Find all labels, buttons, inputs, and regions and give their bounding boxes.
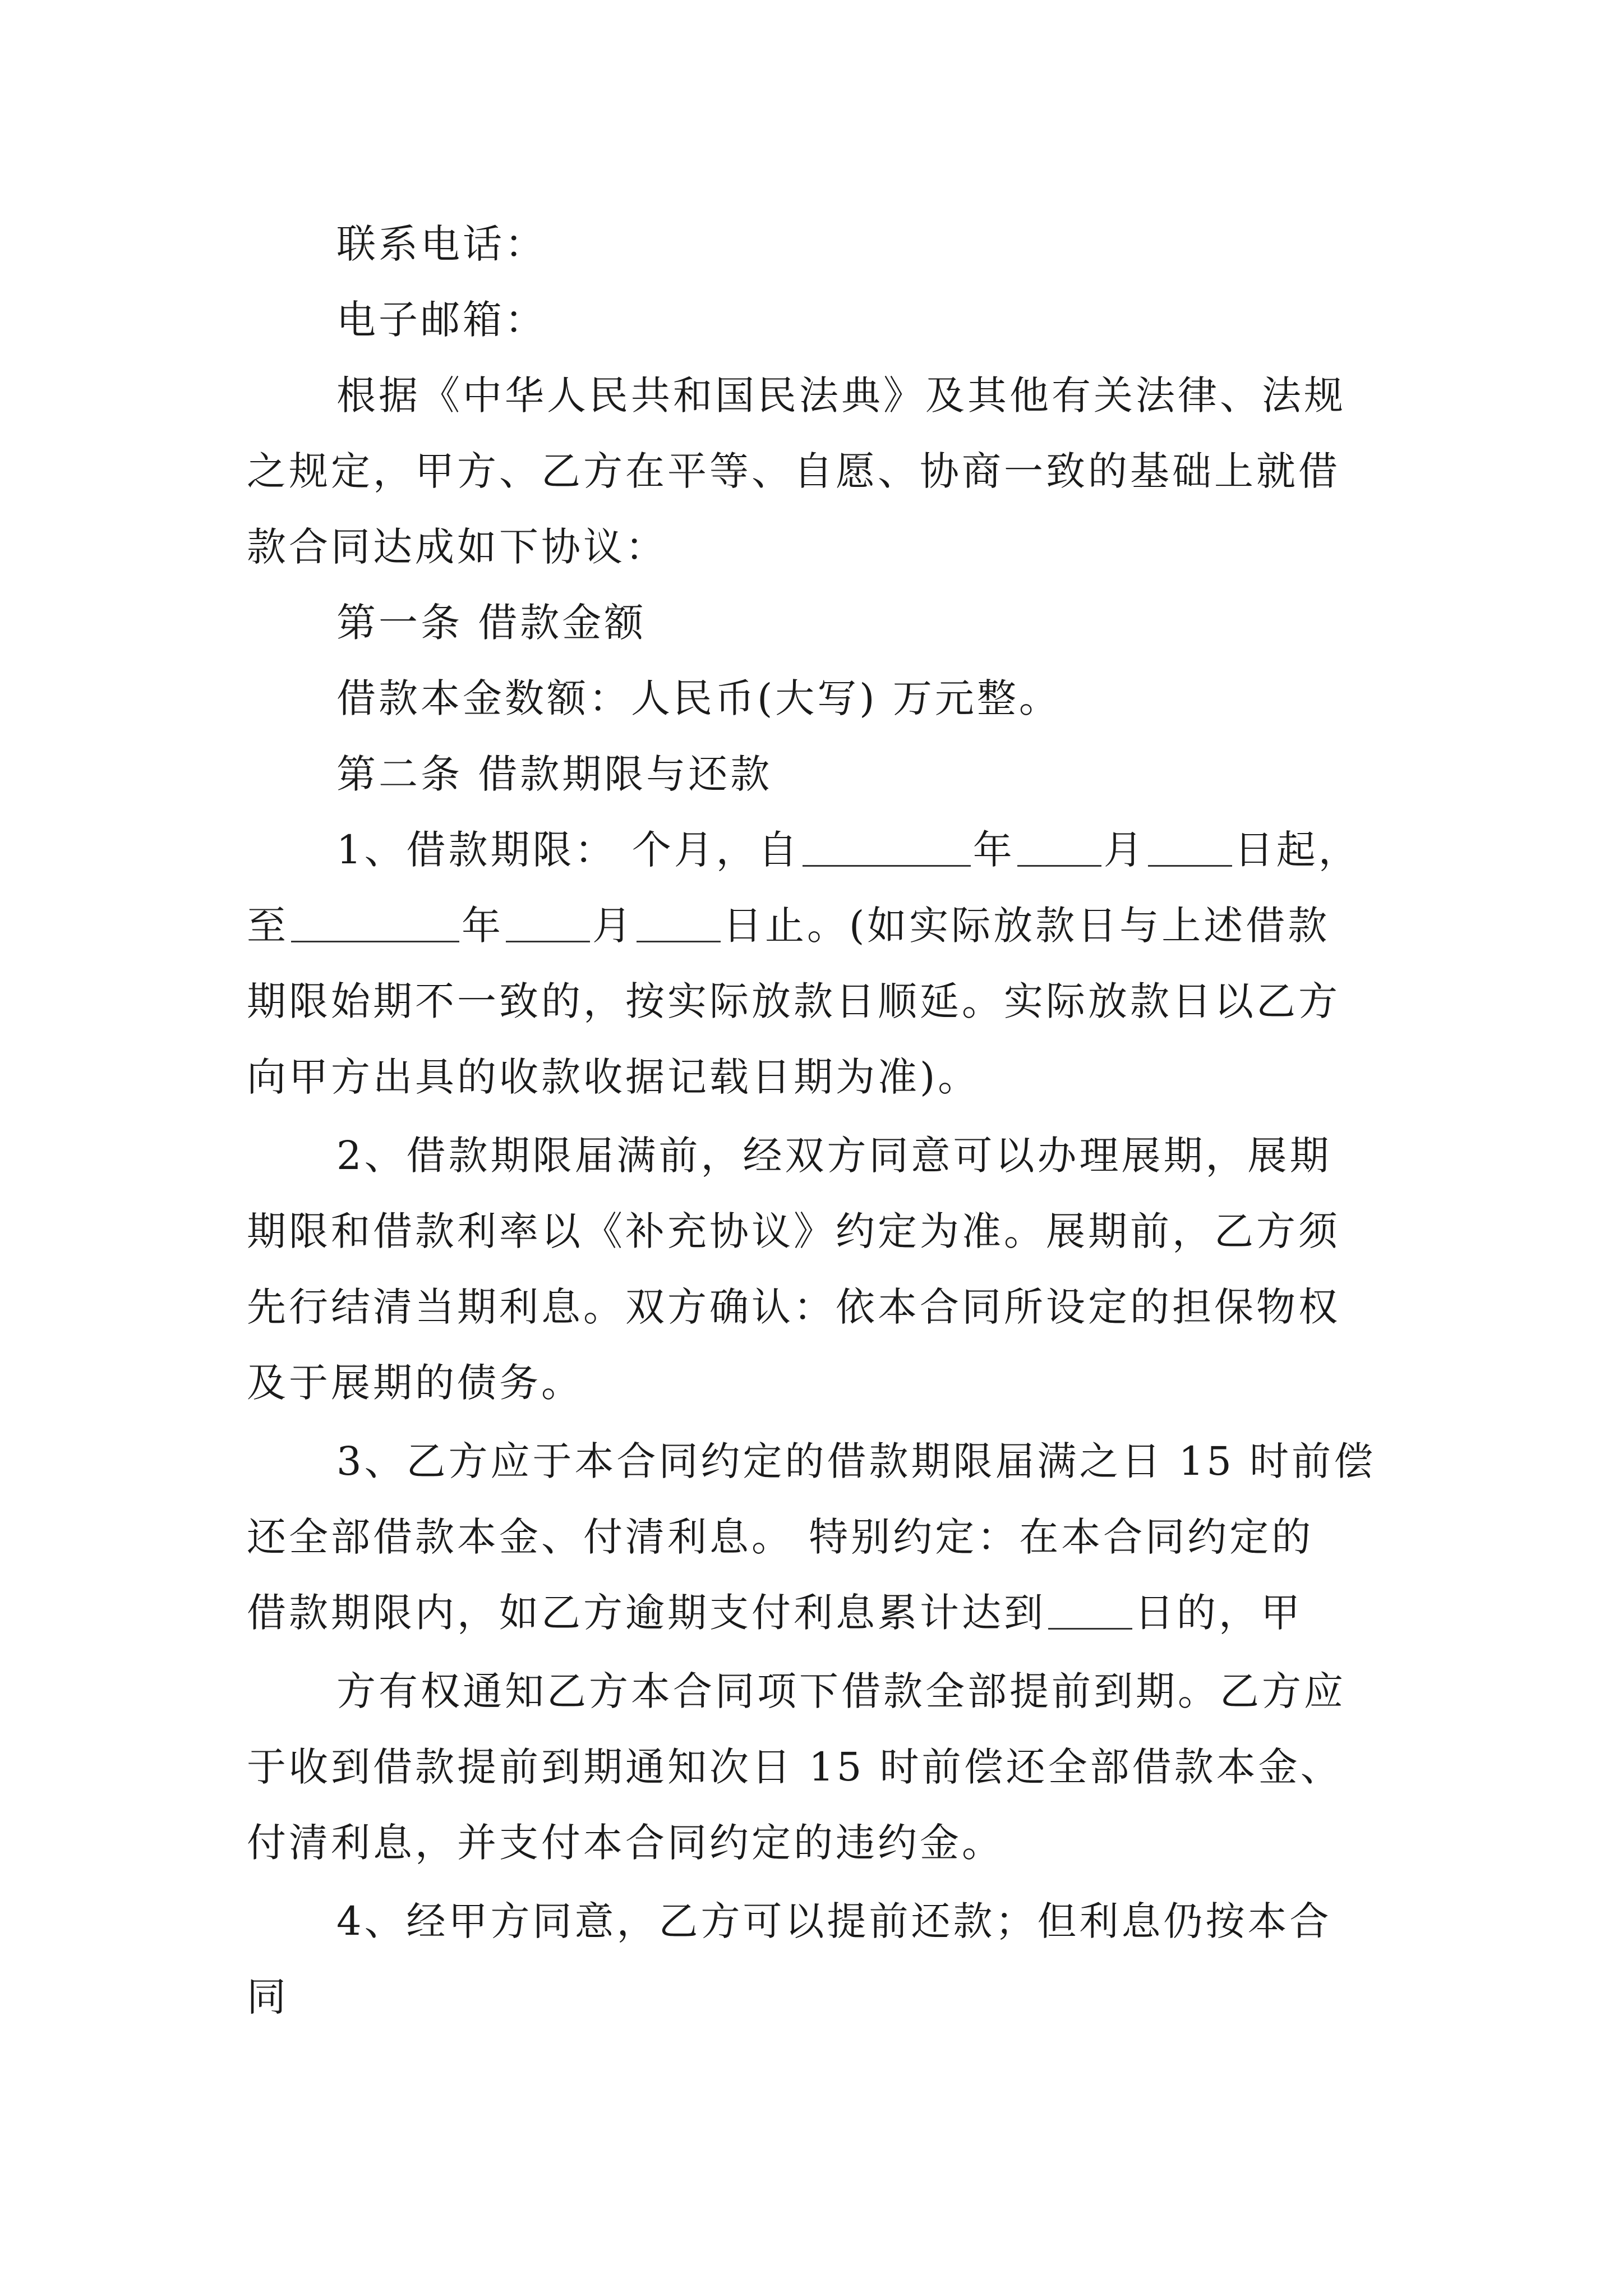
clause1-text: 月 <box>592 903 634 949</box>
preamble-line-1: 根据《中华人民共和国民法典》及其他有关法律、法规 <box>336 372 1346 418</box>
clause2-line-4: 及于展期的债务。 <box>247 1360 583 1406</box>
clause4-line-2: 同 <box>247 1974 289 2020</box>
clause1-line-2 <box>247 898 1396 954</box>
clause1-text: 至 <box>247 903 289 949</box>
blank-year <box>803 831 971 867</box>
article1-title: 第一条 借款金额 <box>336 600 647 646</box>
blank-days <box>1048 1594 1132 1630</box>
article2-title: 第二条 借款期限与还款 <box>336 751 773 797</box>
clause3-text: 借款期限内，如乙方逾期支付利息累计达到 <box>247 1590 1046 1636</box>
clause1-text: 月 <box>1103 827 1146 873</box>
clause3-line-3 <box>247 1585 1396 1641</box>
blank-month <box>506 907 590 942</box>
blank-day <box>637 907 721 942</box>
clause3-text: 日的，甲 <box>1135 1590 1303 1636</box>
blank-day <box>1148 831 1232 867</box>
contact-phone-label: 联系电话： <box>336 221 547 267</box>
clause2-line-3: 先行结清当期利息。双方确认：依本合同所设定的担保物权 <box>247 1284 1340 1330</box>
clause3-line-4: 方有权通知乙方本合同项下借款全部提前到期。乙方应 <box>336 1668 1346 1714</box>
clause3-line-2: 还全部借款本金、付清利息。 特别约定：在本合同约定的 <box>247 1514 1314 1560</box>
preamble-line-2: 之规定，甲方、乙方在平等、自愿、协商一致的基础上就借 <box>247 448 1340 494</box>
clause4-line-1: 4、经甲方同意，乙方可以提前还款；但利息仍按本合 <box>336 1898 1332 1944</box>
clause1-line-3: 期限始期不一致的，按实际放款日顺延。实际放款日以乙方 <box>247 978 1340 1024</box>
clause3-line-6: 付清利息，并支付本合同约定的违约金。 <box>247 1820 1004 1866</box>
clause1-text: 日起， <box>1234 827 1361 873</box>
clause1-line-1 <box>336 822 1486 878</box>
blank-year <box>291 907 459 942</box>
clause1-text: 日止。(如实际放款日与上述借款 <box>723 903 1330 949</box>
preamble-line-3: 款合同达成如下协议： <box>247 524 667 570</box>
article1-amount: 借款本金数额：人民币(大写) 万元整。 <box>336 675 1061 721</box>
clause1-text: 年 <box>462 903 504 949</box>
clause3-line-5: 于收到借款提前到期通知次日 15 时前偿还全部借款本金、 <box>247 1744 1343 1790</box>
clause2-line-2: 期限和借款利率以《补充协议》约定为准。展期前，乙方须 <box>247 1208 1340 1254</box>
blank-month <box>1017 831 1101 867</box>
clause1-text: 1、借款期限： 个月，自 <box>336 827 800 873</box>
email-label: 电子邮箱： <box>336 297 547 343</box>
clause1-line-4: 向甲方出具的收款收据记载日期为准)。 <box>247 1054 980 1100</box>
clause2-line-1: 2、借款期限届满前，经双方同意可以办理展期，展期 <box>336 1133 1332 1179</box>
clause1-text: 年 <box>972 827 1015 873</box>
clause3-line-1: 3、乙方应于本合同约定的借款期限届满之日 15 时前偿 <box>336 1438 1376 1484</box>
